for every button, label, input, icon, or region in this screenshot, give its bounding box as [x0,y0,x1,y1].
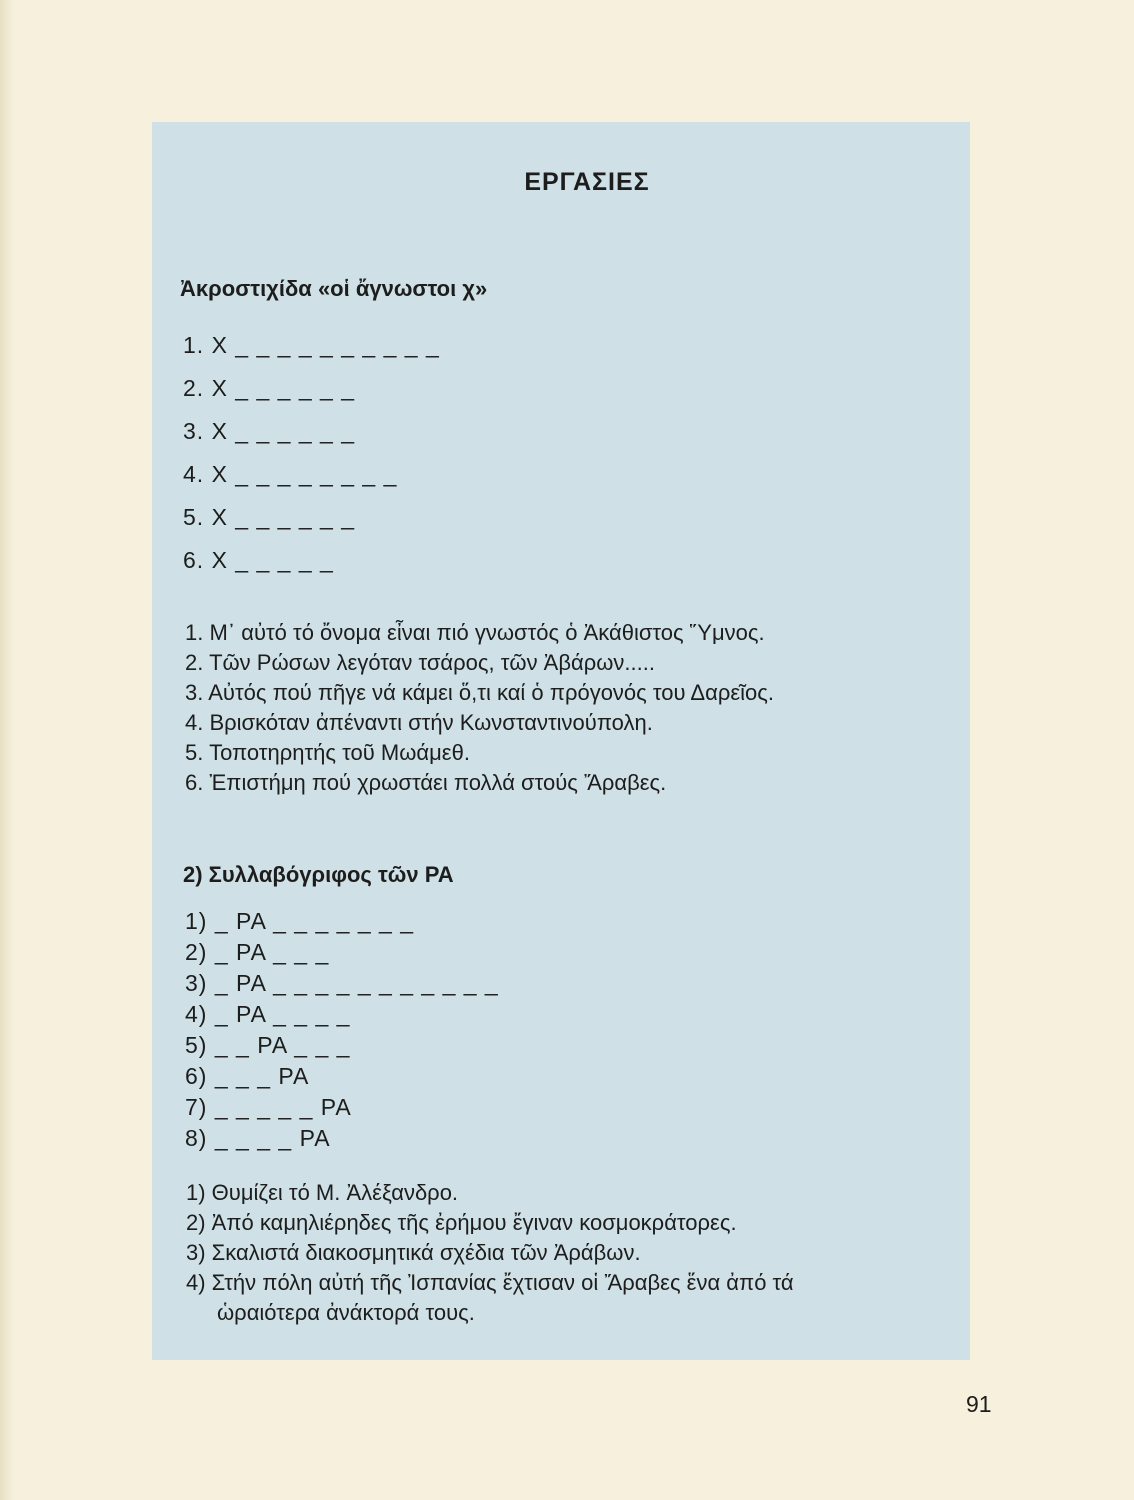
acrostic-blank-6: 6. Χ _ _ _ _ _ [183,547,334,573]
syllable-clue-4: 4) Στήν πόλη αὐτή τῆς Ἰσπανίας ἔχτισαν οἱ Ἄραβες ἕνα ἀπό τά [186,1270,794,1295]
syllable-blank-6: 6) _ _ _ ΡΑ [185,1063,310,1089]
syllable-blank-1: 1) _ ΡΑ _ _ _ _ _ _ _ [185,908,414,934]
syllable-blank-5: 5) _ _ ΡΑ _ _ _ [185,1032,351,1058]
syllable-blank-3: 3) _ ΡΑ _ _ _ _ _ _ _ _ _ _ _ [185,970,499,996]
acrostic-blank-1: 1. Χ _ _ _ _ _ _ _ _ _ _ [183,332,440,358]
acrostic-heading: Ἀκροστιχίδα «οἱ ἄγνωστοι χ» [180,276,488,301]
syllable-blank-2: 2) _ ΡΑ _ _ _ [185,939,330,965]
acrostic-clue-2: 2. Τῶν Ρώσων λεγόταν τσάρος, τῶν Ἀβάρων..... [185,650,655,675]
syllable-blank-7: 7) _ _ _ _ _ ΡΑ [185,1094,352,1120]
acrostic-blank-4: 4. Χ _ _ _ _ _ _ _ _ [183,461,398,487]
syllable-clue-3: 3) Σκαλιστά διακοσμητικά σχέδια τῶν Ἀράβων. [186,1240,641,1265]
syllable-blank-8: 8) _ _ _ _ ΡΑ [185,1125,331,1151]
acrostic-clue-4: 4. Βρισκόταν ἀπέναντι στήν Κωνσταντινούπολη. [185,710,653,735]
page-title: ΕΡΓΑΣΙΕΣ [524,168,650,196]
acrostic-clue-3: 3. Αὐτός πού πῆγε νά κάμει ὅ,τι καί ὁ πρόγονός του Δαρεῖος. [185,680,775,705]
syllable-clue-4-continued: ὡραιότερα ἀνάκτορά τους. [217,1300,475,1325]
page-number: 91 [966,1391,992,1417]
acrostic-blank-3: 3. Χ _ _ _ _ _ _ [183,418,356,444]
acrostic-blank-2: 2. Χ _ _ _ _ _ _ [183,375,356,401]
syllable-clue-1: 1) Θυμίζει τό Μ. Ἀλέξανδρο. [186,1180,459,1205]
acrostic-clue-6: 6. Ἐπιστήμη πού χρωστάει πολλά στούς Ἄραβες. [185,770,667,795]
page-edge [0,0,14,1500]
acrostic-blank-5: 5. Χ _ _ _ _ _ _ [183,504,356,530]
syllable-puzzle-heading: 2) Συλλαβόγριφος τῶν ΡΑ [183,862,454,887]
syllable-clue-2: 2) Ἀπό καμηλιέρηδες τῆς ἐρήμου ἔγιναν κοσμοκράτορες. [186,1210,737,1235]
acrostic-clue-1: 1. Μ᾿ αὐτό τό ὄνομα εἶναι πιό γνωστός ὁ Ἀκάθιστος Ὕμνος. [185,620,765,645]
acrostic-clue-5: 5. Τοποτηρητής τοῦ Μωάμεθ. [185,740,470,765]
syllable-blank-4: 4) _ ΡΑ _ _ _ _ [185,1001,351,1027]
